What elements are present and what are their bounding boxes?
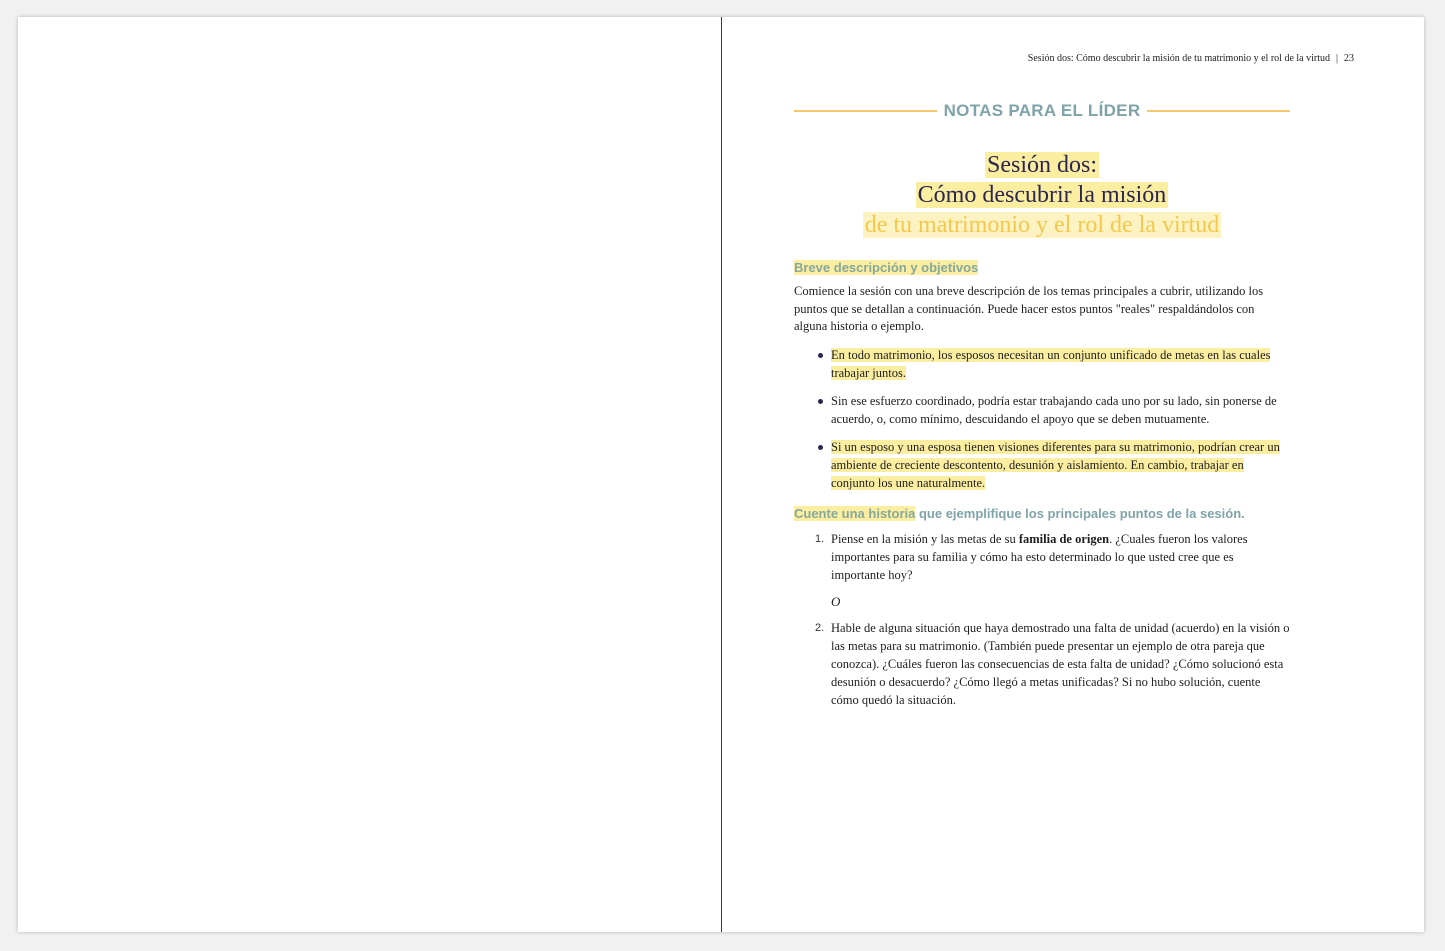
main-content: [794, 260, 1290, 709]
book-spread: [18, 17, 1424, 932]
overview-intro: Comience la sesión con una breve descripción de los temas principales a cubrir, utilizando los puntos que se detallan a continuación. Puede hacer estos puntos "reales" respaldándolos con alguna historia o ejemplo.: [794, 284, 1264, 333]
list-item: 1. Piense en la misión y las metas de su familia de origen. ¿Cuales fueron los valores importantes para su familia y cómo ha esto determinado lo que usted cree que es importante hoy?: [815, 531, 1248, 582]
or-separator: O: [831, 593, 841, 609]
item-number: 2.: [815, 621, 825, 634]
banner-rule-left: [794, 110, 937, 112]
title-line-1: Sesión dos:: [986, 152, 1097, 178]
bullet-icon: [818, 353, 823, 358]
header-separator: |: [1335, 53, 1338, 64]
title-line-2: Cómo descubrir la misión: [917, 182, 1167, 208]
story-list: [794, 530, 1290, 584]
banner-label: NOTAS PARA EL LÍDER: [943, 101, 1141, 120]
left-page-blank: [18, 17, 721, 932]
bullet-icon: [818, 399, 823, 404]
item-number: 1.: [815, 532, 825, 545]
story-heading: Cuente una historia que ejemplifique los principales puntos de la sesión.: [794, 505, 1245, 521]
bullet-icon: [818, 445, 823, 450]
title-line-3: de tu matrimonio y el rol de la virtud: [864, 212, 1220, 238]
story-list-continued: [794, 619, 1290, 709]
section-banner: [794, 100, 1290, 122]
overview-heading: Breve descripción y objetivos: [794, 260, 979, 275]
list-item: En todo matrimonio, los esposos necesitan un conjunto unificado de metas en las cuales trabajar juntos.: [831, 346, 1290, 382]
running-header: [922, 53, 1354, 64]
list-item: Sin ese esfuerzo coordinado, podría estar trabajando cada uno por su lado, sin ponerse de acuerdo, o, como mínimo, descuidando el apoyo que se deben mutuamente.: [831, 392, 1290, 428]
list-item: 2. Hable de alguna situación que haya demostrado una falta de unidad (acuerdo) en la visión o las metas para su matrimonio. (También puede presentar un ejemplo de otra pareja que conozca). ¿Cuáles fueron las consecuencias de esta falta de unidad? ¿Cómo solucionó esta desunión o desacuerdo? ¿Cómo llegó a metas unificadas? Si no hubo solución, cuente cómo quedó la situación.: [815, 620, 1290, 707]
list-item: Si un esposo y una esposa tienen visiones diferentes para su matrimonio, podrían crear un ambiente de creciente descontento, desunión y aislamiento. En cambio, trabajar en conjunto los une naturalmente.: [831, 438, 1290, 492]
right-page: [722, 17, 1424, 932]
overview-bullets: [794, 346, 1290, 492]
page-number: 23: [1344, 53, 1354, 64]
running-title: Sesión dos: Cómo descubrir la misión de tu matrimonio y el rol de la virtud: [1027, 53, 1330, 64]
session-title: [794, 150, 1290, 240]
banner-rule-right: [1147, 110, 1290, 112]
